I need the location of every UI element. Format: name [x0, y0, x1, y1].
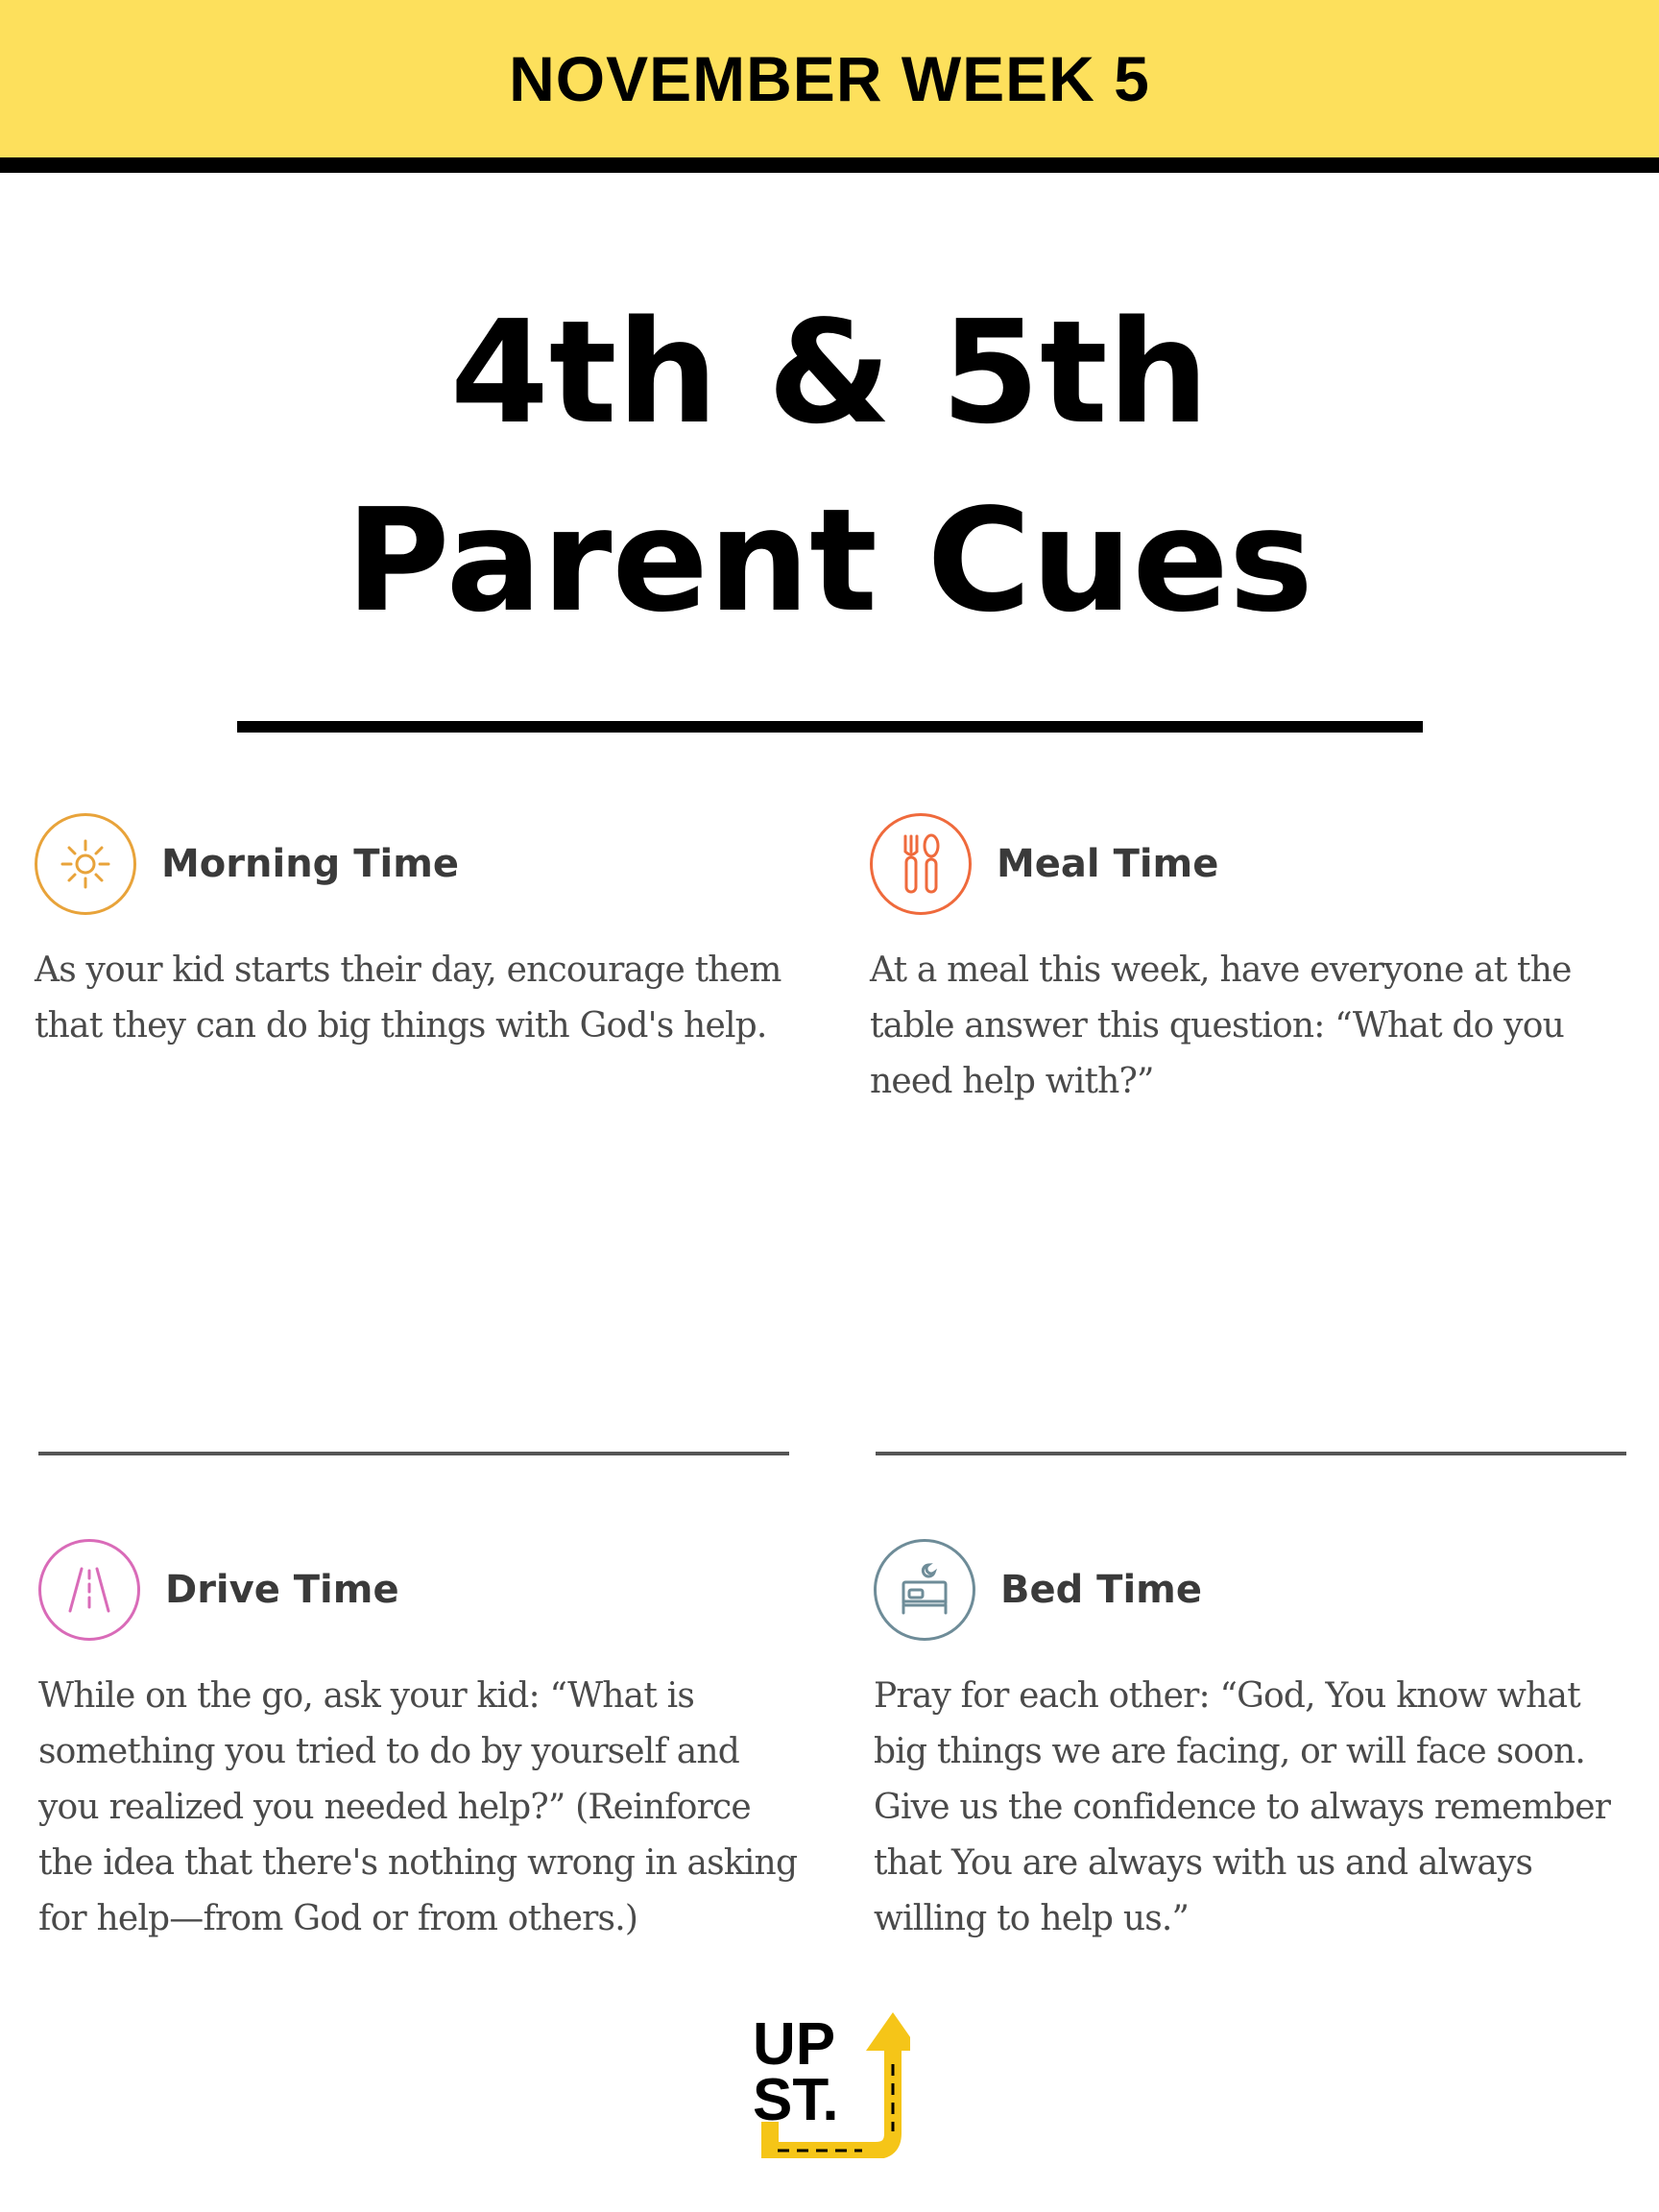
divider-right — [876, 1452, 1626, 1455]
logo-line-1: UP — [753, 2011, 836, 2078]
week-banner — [0, 0, 1659, 173]
sun-icon — [35, 813, 136, 915]
divider-left — [38, 1452, 789, 1455]
cue-drive — [38, 1534, 806, 1947]
cue-morning-title: Morning Time — [161, 842, 460, 886]
upst-logo — [749, 2007, 910, 2158]
logo-line-2: ST. — [753, 2067, 839, 2133]
cue-bed-title: Bed Time — [1000, 1568, 1202, 1612]
cue-drive-title: Drive Time — [165, 1568, 399, 1612]
title-line-2: Parent Cues — [346, 478, 1313, 643]
utensils-icon — [870, 813, 972, 915]
cue-bed-body: Pray for each other: “God, You know what big things we are facing, or will face soon. Give us the confidence to always remember that You are always with us and always willing to help us.” — [874, 1676, 1611, 1938]
cue-meal — [870, 808, 1638, 1110]
road-icon — [38, 1539, 140, 1641]
banner-text: NOVEMBER WEEK 5 — [509, 43, 1150, 114]
cue-morning-body: As your kid starts their day, encourage them that they can do big things with God's help. — [35, 950, 781, 1046]
page-title — [0, 278, 1659, 655]
cue-bed — [874, 1534, 1642, 1947]
title-divider — [237, 721, 1423, 733]
cue-drive-body: While on the go, ask your kid: “What is something you tried to do by yourself and you realized you needed help?” (Reinforce the idea that there's nothing wrong in asking for help—from God or from others.) — [38, 1676, 798, 1938]
cue-morning — [35, 808, 803, 1054]
bed-moon-icon — [874, 1539, 975, 1641]
cue-meal-body: At a meal this week, have everyone at the table answer this question: “What do you need help with?” — [870, 950, 1572, 1101]
title-line-1: 4th & 5th — [449, 290, 1210, 455]
cue-meal-title: Meal Time — [997, 842, 1219, 886]
